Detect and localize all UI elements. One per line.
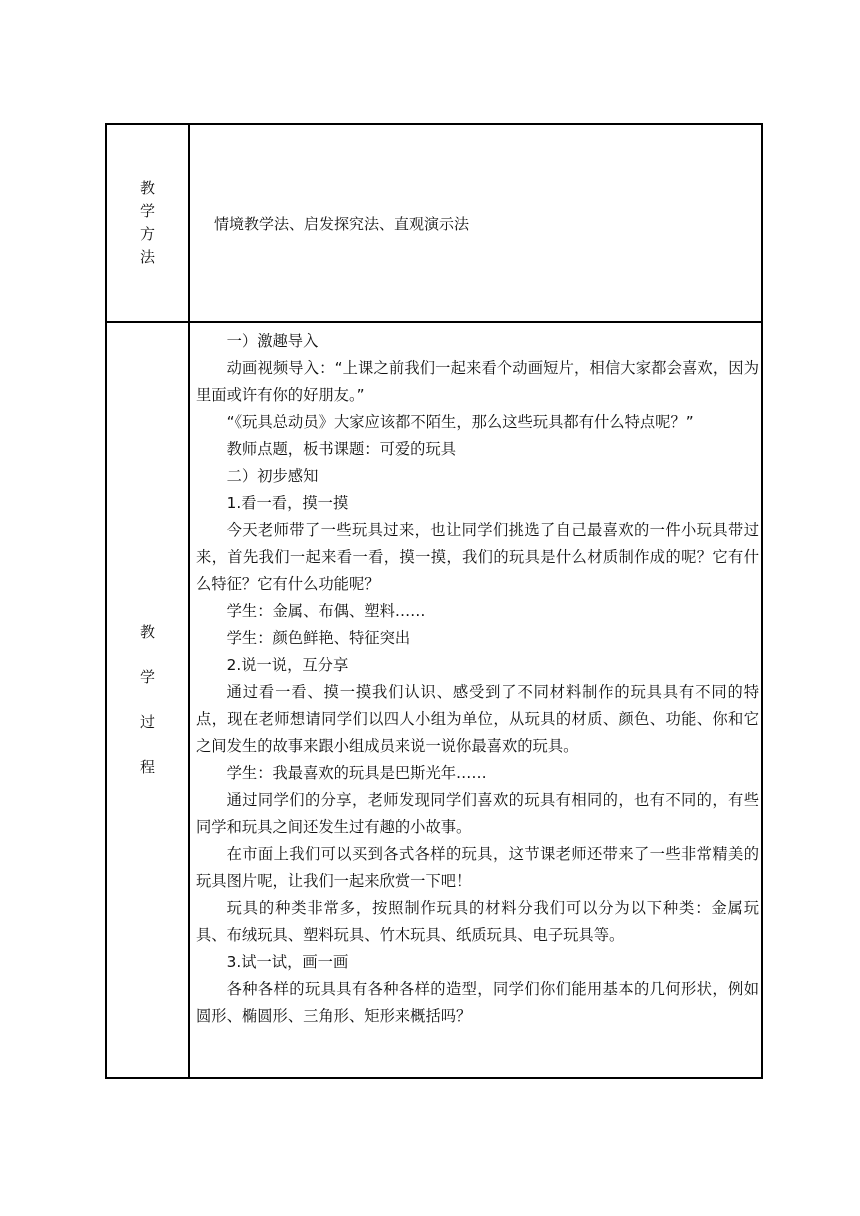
sub-heading: 2.说一说，互分享 — [226, 656, 349, 674]
paragraph: 通过同学们的分享，老师发现同学们喜欢的玩具有相同的，也有不同的，有些同学和玩具之间还发生过有趣的小故事。 — [196, 791, 759, 836]
paragraph: 通过看一看、摸一摸我们认识、感受到了不同材料制作的玩具具有不同的特点，现在老师想请同学们以四人小组为单位，从玩具的材质、颜色、功能、你和它之间发生的故事来跟小组成员来说一说你最喜欢的玩具。 — [196, 683, 759, 755]
paragraph: 玩具的种类非常多，按照制作玩具的材料分我们可以分为以下种类：金属玩具、布绒玩具、塑料玩具、竹木玩具、纸质玩具、电子玩具等。 — [196, 899, 759, 944]
paragraph: 动画视频导入：“上课之前我们一起来看个动画短片，相信大家都会喜欢，因为里面或许有你的好朋友。” — [196, 359, 759, 404]
method-content-cell — [189, 124, 762, 322]
paragraph: 教师点题，板书课题：可爱的玩具 — [226, 440, 457, 458]
paragraph: 学生：金属、布偶、塑料…… — [226, 602, 426, 620]
process-label-char: 教 — [139, 623, 155, 641]
process-label-char: 程 — [139, 758, 155, 776]
process-label-cell — [106, 322, 189, 1078]
method-label — [140, 177, 155, 269]
method-label-char: 教 — [139, 179, 155, 197]
process-row — [106, 322, 762, 1078]
method-label-cell — [106, 124, 189, 322]
process-label — [140, 610, 155, 790]
process-content — [190, 323, 761, 1030]
paragraph: 各种各样的玩具具有各种各样的造型，同学们你们能用基本的几何形状，例如圆形、椭圆形、三角形、矩形来概括吗？ — [196, 980, 759, 1025]
paragraph: 今天老师带了一些玩具过来，也让同学们挑选了自己最喜欢的一件小玩具带过来，首先我们一起来看一看，摸一摸，我们的玩具是什么材质制作成的呢？它有什么特征？它有什么功能呢？ — [196, 521, 759, 593]
method-label-char: 方 — [139, 225, 155, 243]
paragraph: 学生：我最喜欢的玩具是巴斯光年…… — [226, 764, 487, 782]
paragraph: 在市面上我们可以买到各式各样的玩具，这节课老师还带来了一些非常精美的玩具图片呢，让我们一起来欣赏一下吧！ — [196, 845, 759, 890]
paragraph: “《玩具总动员》大家应该都不陌生，那么这些玩具都有什么特点呢？” — [226, 413, 694, 431]
method-label-char: 学 — [139, 202, 155, 220]
sub-heading: 3.试一试，画一画 — [226, 953, 349, 971]
lesson-plan-table — [105, 123, 763, 1079]
paragraph: 学生：颜色鲜艳、特征突出 — [226, 629, 411, 647]
sub-heading: 1.看一看，摸一摸 — [226, 494, 349, 512]
method-row — [106, 124, 762, 322]
process-label-char: 过 — [139, 713, 155, 731]
section-heading: 一）激趣导入 — [226, 332, 319, 350]
method-text: 情境教学法、启发探究法、直观演示法 — [214, 214, 470, 233]
process-label-char: 学 — [139, 668, 155, 686]
method-label-char: 法 — [139, 248, 155, 266]
section-heading: 二）初步感知 — [226, 467, 319, 485]
process-content-cell — [189, 322, 762, 1078]
